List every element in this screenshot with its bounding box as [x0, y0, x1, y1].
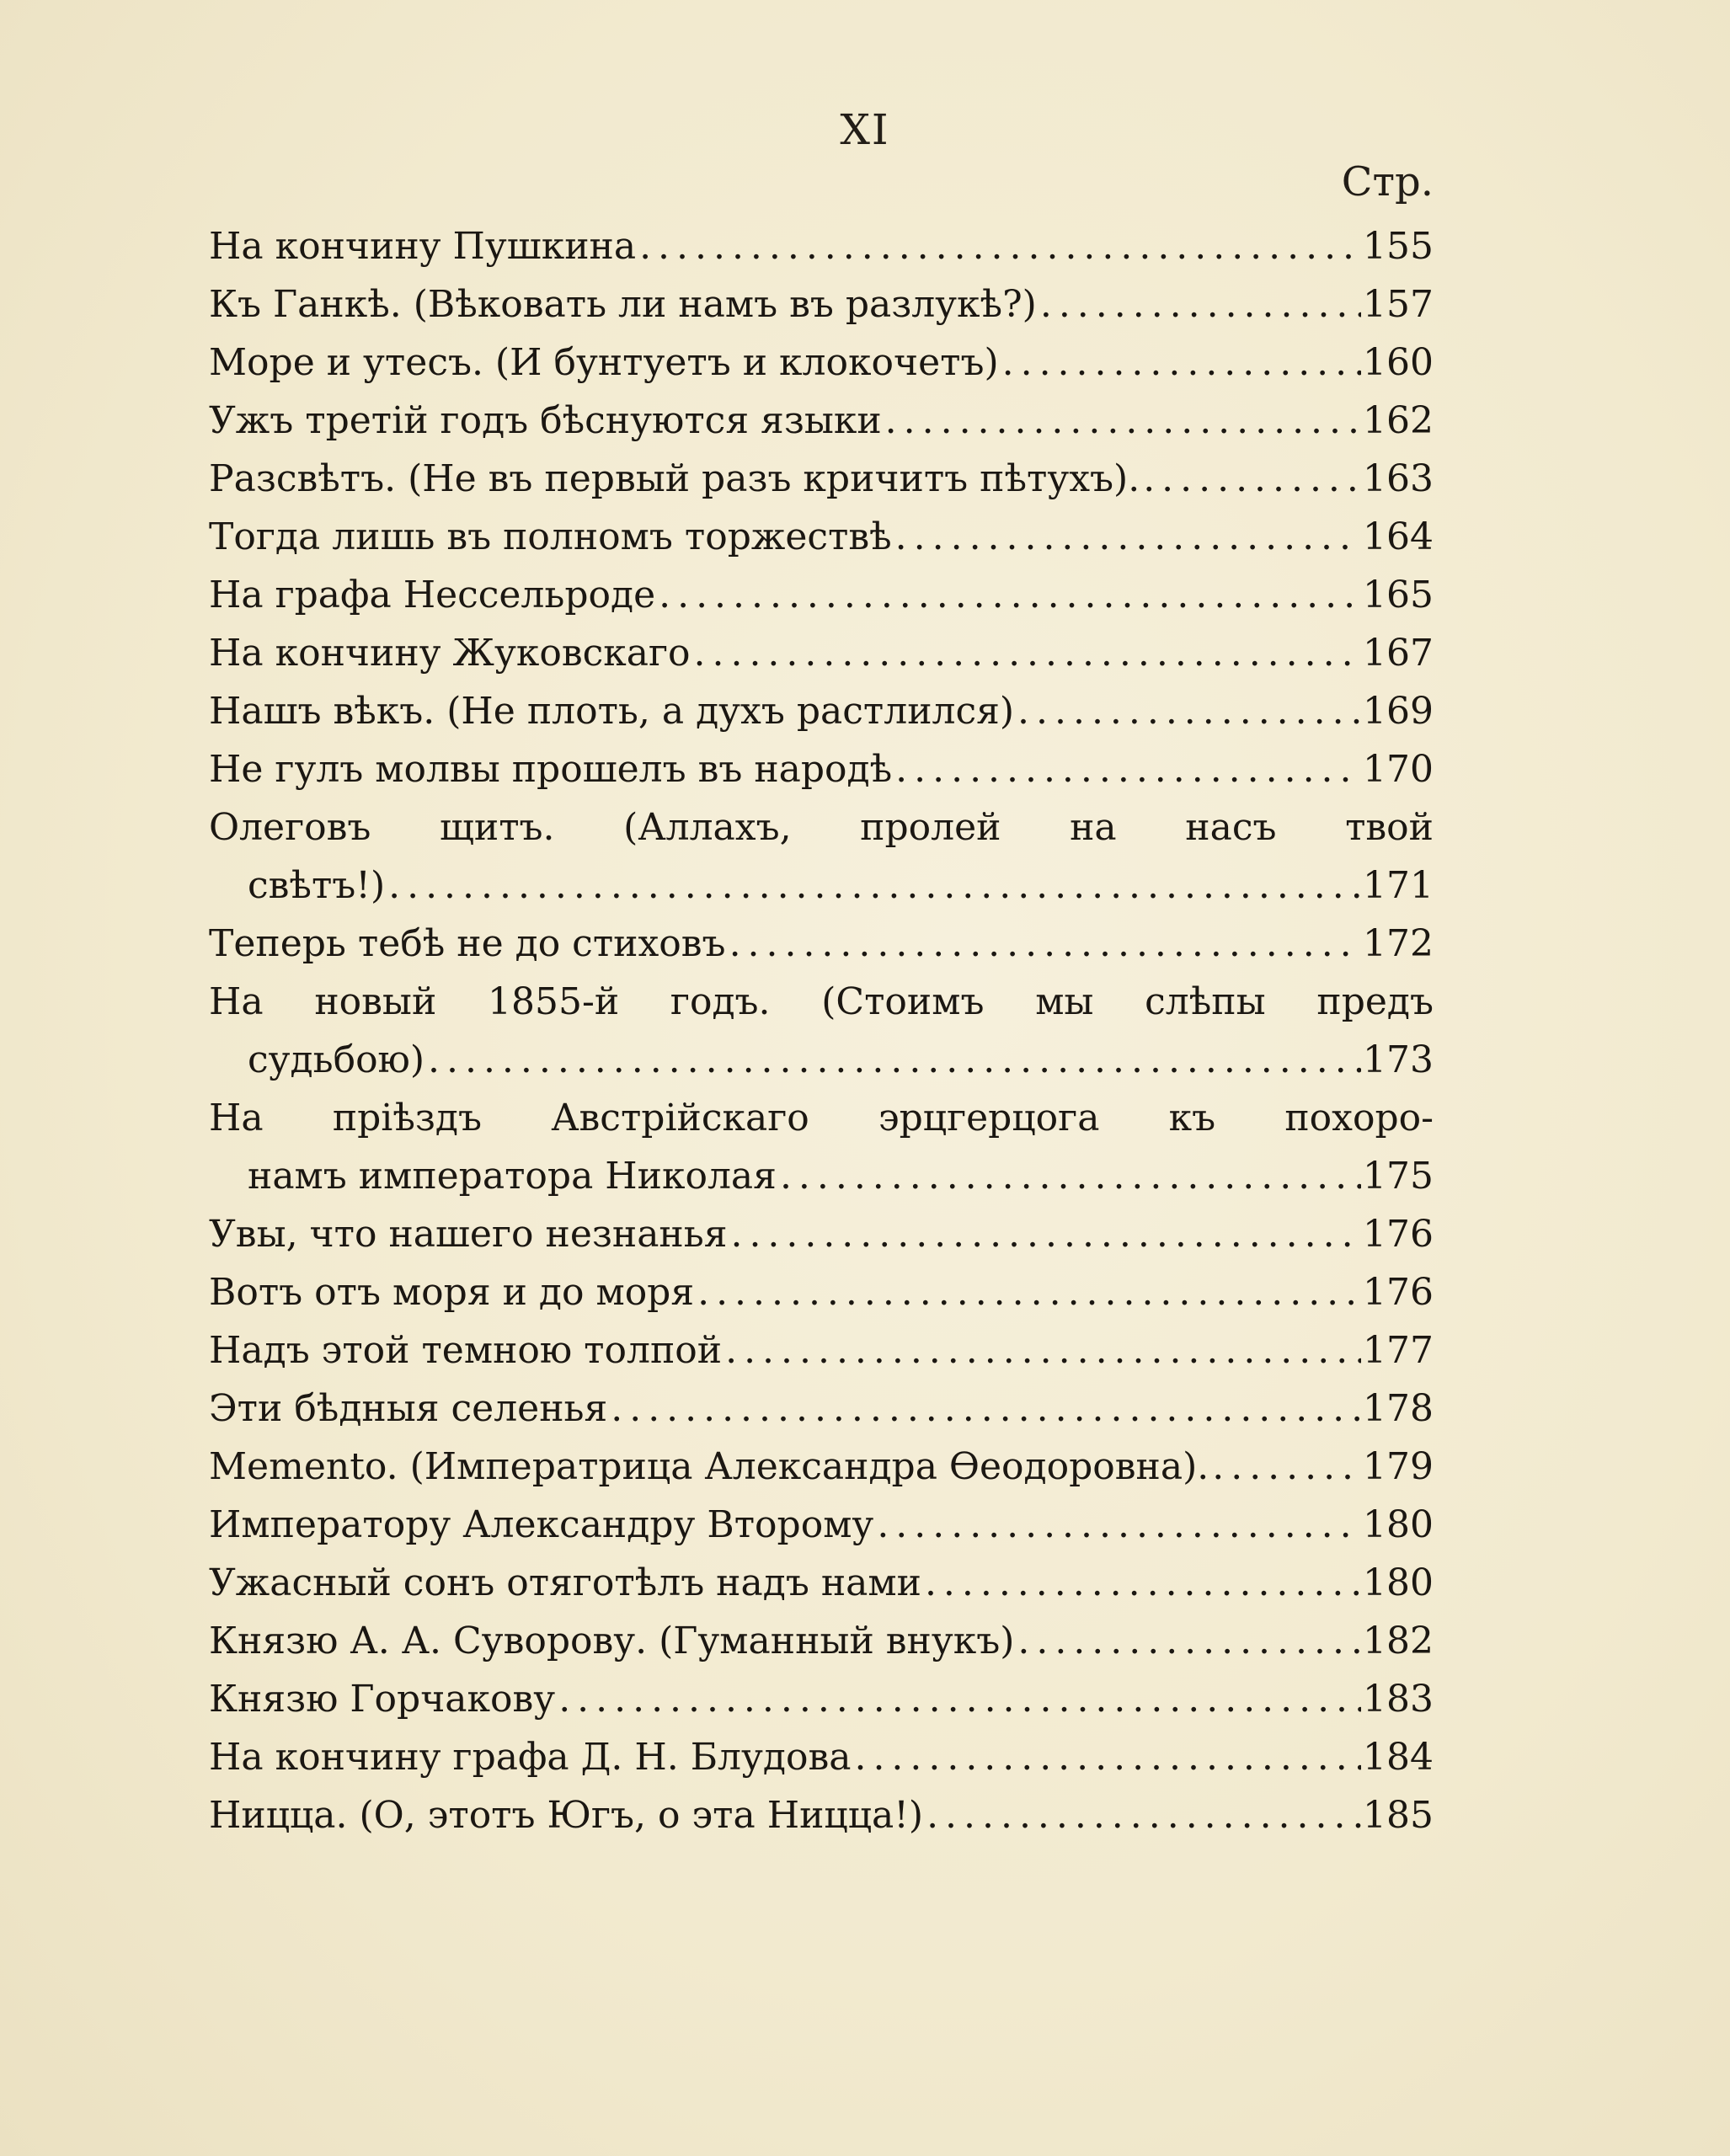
toc-entry-page: 179 — [1363, 1445, 1434, 1488]
toc-entry — [209, 217, 1434, 275]
toc-entry-page: 165 — [1363, 574, 1434, 616]
dot-leader — [655, 566, 1361, 624]
toc-entry-page: 173 — [1363, 1038, 1434, 1081]
toc-entry-title: Тогда лишь въ полномъ торжествѣ — [209, 515, 892, 558]
dot-leader — [921, 1554, 1361, 1612]
toc-entry — [209, 1670, 1434, 1728]
toc-entry-page: 169 — [1363, 690, 1434, 733]
toc-entry — [209, 857, 1434, 915]
dot-leader — [1140, 450, 1361, 508]
toc-entry-page: 160 — [1363, 341, 1434, 384]
toc-entry-title: На кончину Жуковскаго — [209, 632, 691, 675]
toc-entry-title-line2: свѣтъ!) — [248, 864, 386, 907]
toc-entry-title: Ужъ третій годъ бѣснуются языки — [209, 399, 882, 442]
dot-leader — [999, 334, 1361, 392]
toc-entry-page: 182 — [1363, 1620, 1434, 1662]
toc-entry-page: 180 — [1363, 1503, 1434, 1546]
toc-entry — [209, 1380, 1434, 1438]
toc-entry — [209, 1438, 1434, 1496]
toc-entry-title-line2: намъ императора Николая — [248, 1155, 777, 1198]
toc-entry-page: 172 — [1363, 922, 1434, 965]
dot-leader — [694, 1263, 1361, 1321]
toc-entry-title: На графа Нессельроде — [209, 574, 656, 616]
toc-entry-page: 185 — [1363, 1794, 1434, 1837]
toc-entry-page: 177 — [1363, 1329, 1434, 1372]
toc-entry — [209, 1321, 1434, 1380]
page-number: XI — [840, 105, 890, 154]
dot-leader — [555, 1670, 1361, 1728]
toc-entry — [209, 508, 1434, 566]
dot-leader — [873, 1496, 1361, 1554]
toc-entry — [209, 1728, 1434, 1786]
toc-entry-title: Ницца. (О, этотъ Югъ, о эта Ницца!) — [209, 1794, 924, 1837]
table-of-contents — [209, 217, 1434, 1844]
toc-entry-title: Надъ этой темною толпой — [209, 1329, 723, 1372]
dot-leader — [923, 1786, 1361, 1844]
dot-leader — [851, 1728, 1361, 1786]
toc-entry-title: Увы, что нашего незнанья — [209, 1213, 728, 1256]
dot-leader — [1037, 275, 1361, 334]
toc-entry-title: Не гулъ молвы прошелъ въ народѣ — [209, 748, 893, 791]
toc-entry — [209, 1554, 1434, 1612]
toc-entry-page: 157 — [1363, 283, 1434, 326]
page-column-label: Стр. — [1341, 158, 1434, 205]
toc-entry-page: 171 — [1363, 864, 1434, 907]
toc-entry-title: На кончину Пушкина — [209, 225, 637, 268]
dot-leader — [1014, 1612, 1361, 1670]
toc-entry-page: 180 — [1363, 1561, 1434, 1604]
toc-entry — [209, 1147, 1434, 1205]
dot-leader — [691, 624, 1361, 682]
dot-leader — [892, 740, 1361, 798]
toc-entry — [209, 915, 1434, 973]
toc-entry-title: Вотъ отъ моря и до моря — [209, 1271, 695, 1314]
toc-entry-page: 176 — [1363, 1213, 1434, 1256]
toc-entry-page: 164 — [1363, 515, 1434, 558]
toc-entry — [209, 1496, 1434, 1554]
dot-leader — [424, 1031, 1361, 1089]
toc-entry-page: 184 — [1363, 1736, 1434, 1779]
toc-entry-title: Memento. (Императрица Александра Өеодоровна). — [209, 1445, 1209, 1488]
dot-leader — [385, 857, 1361, 915]
toc-entry — [209, 566, 1434, 624]
dot-leader — [882, 392, 1361, 450]
toc-entry-page: 163 — [1363, 457, 1434, 500]
toc-entry — [209, 334, 1434, 392]
toc-entry-title: Нашъ вѣкъ. (Не плоть, а духъ растлился) — [209, 690, 1015, 733]
toc-entry — [209, 740, 1434, 798]
toc-entry-title: Къ Ганкѣ. (Вѣковать ли намъ въ разлукѣ?) — [209, 283, 1037, 326]
toc-entry-title-line1: На новый 1855-й годъ. (Стоимъ мы слѣпы предъ — [209, 980, 1434, 1023]
toc-entry — [209, 450, 1434, 508]
toc-entry — [209, 1786, 1434, 1844]
toc-entry-title-line1: Олеговъ щитъ. (Аллахъ, пролей на насъ твой — [209, 806, 1434, 849]
toc-entry-title: На кончину графа Д. Н. Блудова — [209, 1736, 852, 1779]
toc-entry — [209, 1205, 1434, 1263]
toc-entry-page: 155 — [1363, 225, 1434, 268]
dot-leader — [1014, 682, 1361, 740]
toc-entry-page: 178 — [1363, 1387, 1434, 1430]
toc-entry-title: Князю А. А. Суворову. (Гуманный внукъ) — [209, 1620, 1015, 1662]
dot-leader — [726, 915, 1361, 973]
toc-entry — [209, 682, 1434, 740]
toc-entry-page: 176 — [1363, 1271, 1434, 1314]
dot-leader — [636, 217, 1361, 275]
toc-entry-title-line2: судьбою) — [248, 1038, 425, 1081]
toc-entry-title: Эти бѣдныя селенья — [209, 1387, 608, 1430]
dot-leader — [722, 1321, 1361, 1380]
dot-leader — [1209, 1438, 1361, 1496]
toc-entry-title: Князю Горчакову — [209, 1678, 556, 1721]
toc-entry-page: 167 — [1363, 632, 1434, 675]
toc-entry-page: 175 — [1363, 1155, 1434, 1198]
toc-entry — [209, 1263, 1434, 1321]
toc-entry-title: Ужасный сонъ отяготѣлъ надъ нами — [209, 1561, 921, 1604]
toc-entry — [209, 1031, 1434, 1089]
toc-entry-page: 170 — [1363, 748, 1434, 791]
toc-entry-title: Разсвѣтъ. (Не въ первый разъ кричитъ пѣтухъ). — [209, 457, 1140, 500]
toc-entry-title: Теперь тебѣ не до стиховъ — [209, 922, 726, 965]
dot-leader — [777, 1147, 1361, 1205]
toc-entry — [209, 1612, 1434, 1670]
toc-entry-title: Море и утесъ. (И бунтуетъ и клокочетъ) — [209, 341, 999, 384]
toc-entry-page: 183 — [1363, 1678, 1434, 1721]
toc-entry-page: 162 — [1363, 399, 1434, 442]
dot-leader — [607, 1380, 1361, 1438]
toc-entry — [209, 275, 1434, 334]
toc-entry — [209, 624, 1434, 682]
dot-leader — [727, 1205, 1361, 1263]
dot-leader — [892, 508, 1361, 566]
toc-entry — [209, 392, 1434, 450]
toc-entry-title-line1: На пріѣздъ Австрійскаго эрцгерцога къ похоро- — [209, 1097, 1434, 1139]
toc-entry-title: Императору Александру Второму — [209, 1503, 874, 1546]
